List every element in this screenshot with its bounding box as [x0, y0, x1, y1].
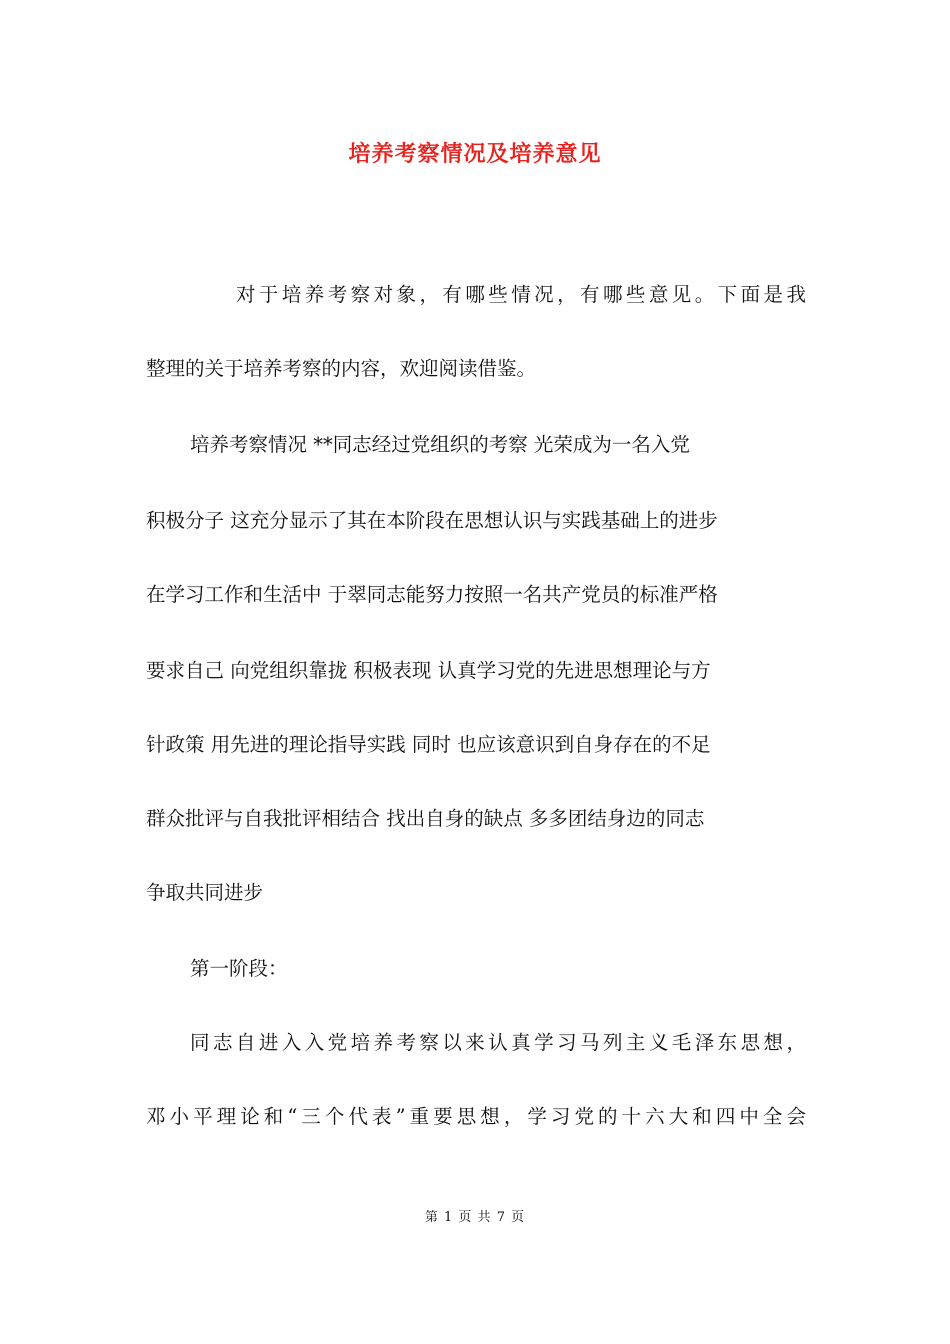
section-line-text: 培养考察情况 **同志经过党组织的考察 光荣成为一名入党 — [190, 433, 690, 456]
paragraph-line: 整理的关于培养考察的内容，欢迎阅读借鉴。 — [146, 357, 537, 380]
paragraph-line: 争取共同进步 — [146, 881, 264, 904]
page-footer: 第 1 页 共 7 页 — [424, 1210, 526, 1225]
document-title: 培养考察情况及培养意见 — [348, 141, 602, 167]
paragraph-line-heading — [190, 430, 806, 460]
paragraph-line: 邓小平理论和“三个代表”重要思想，学习党的十六大和四中全会 — [146, 1105, 806, 1128]
paragraph-line: 在学习工作和生活中 于翠同志能努力按照一名共产党员的标准严格 — [146, 583, 718, 606]
paragraph-line: 要求自己 向党组织靠拢 积极表现 认真学习党的先进思想理论与方 — [146, 659, 711, 682]
paragraph-line: 针政策 用先进的理论指导实践 同时 也应该意识到自身存在的不足 — [146, 733, 711, 756]
paragraph-line: 群众批评与自我批评相结合 找出自身的缺点 多多团结身边的同志 — [146, 807, 705, 830]
section-heading: 第一阶段： — [190, 957, 288, 980]
paragraph-line: 同志自进入入党培养考察以来认真学习马列主义毛泽东思想， — [190, 1031, 806, 1054]
paragraph-line: 对于培养考察对象，有哪些情况，有哪些意见。下面是我 — [236, 283, 806, 306]
paragraph-line: 积极分子 这充分显示了其在本阶段在思想认识与实践基础上的进步 — [146, 509, 718, 532]
